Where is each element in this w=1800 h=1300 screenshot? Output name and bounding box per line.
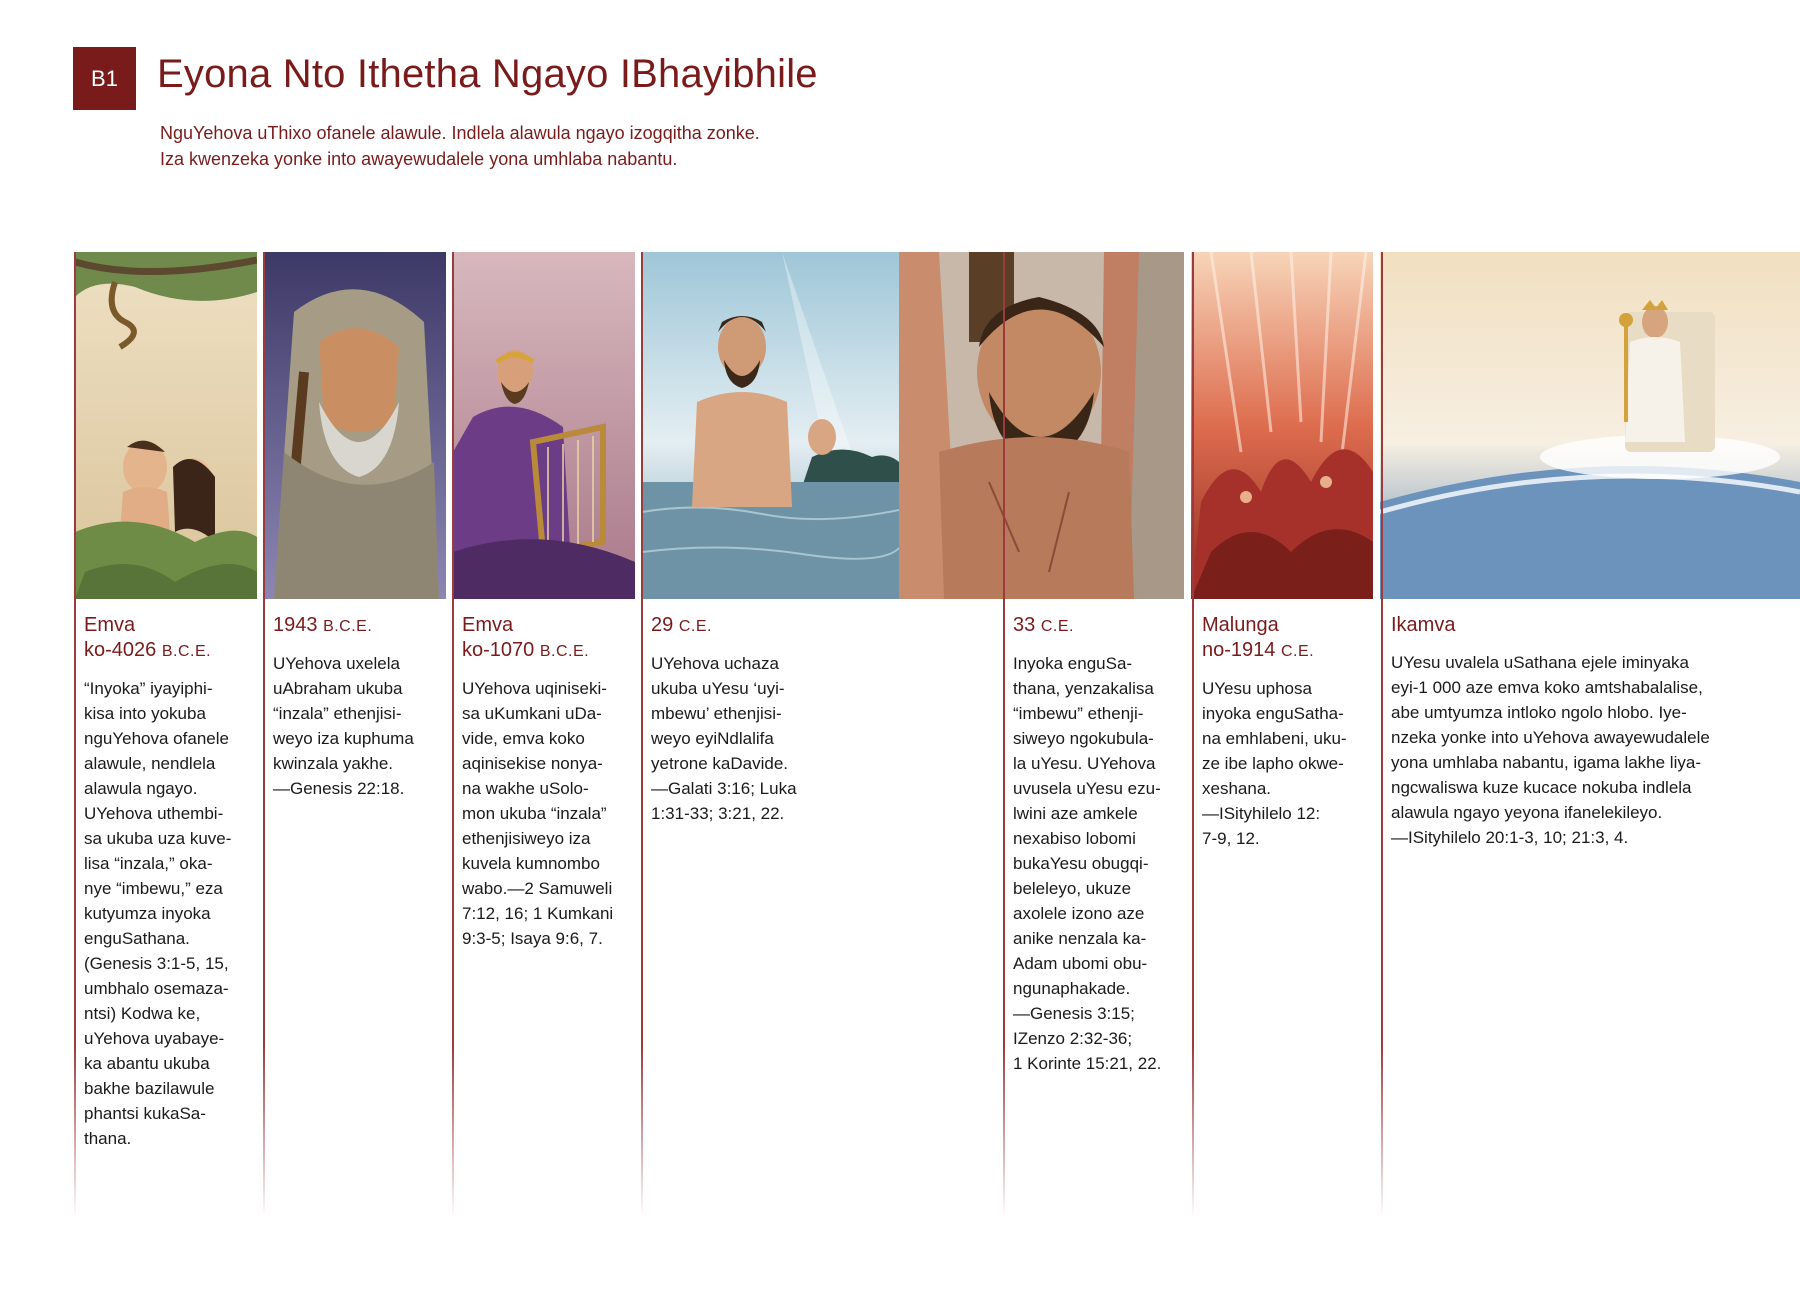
date-line: Emva bbox=[462, 614, 514, 636]
timeline-entry-4026-bce bbox=[74, 599, 254, 1219]
text-line: “inzala” ethenjisi- bbox=[273, 704, 402, 723]
text-line: xeshana. bbox=[1202, 779, 1271, 798]
text-line: uvusela uYesu ezu- bbox=[1013, 779, 1161, 798]
text-line: eyi-1 000 aze emva koko amtshabalalise, bbox=[1391, 678, 1703, 697]
timeline-date bbox=[641, 599, 891, 639]
text-line: umbhalo osemaza- bbox=[84, 979, 229, 998]
abraham-illustration bbox=[264, 252, 446, 599]
text-line: ze ibe lapho okwe- bbox=[1202, 754, 1344, 773]
timeline-rule bbox=[1192, 252, 1194, 1219]
text-line: mbewu’ ethenjisi- bbox=[651, 704, 782, 723]
text-line: —ISityhilelo 12: bbox=[1202, 804, 1321, 823]
text-line: alawule, nendlela bbox=[84, 754, 216, 773]
timeline-entry-33-ce bbox=[1003, 599, 1183, 1219]
text-line: UYehova uxelela bbox=[273, 654, 400, 673]
text-line: UYehova uqiniseki- bbox=[462, 679, 607, 698]
date-line: Ikamva bbox=[1391, 614, 1456, 636]
timeline-text bbox=[452, 664, 632, 951]
text-line: sa uKumkani uDa- bbox=[462, 704, 602, 723]
text-line: enguSathana. bbox=[84, 929, 190, 948]
king-david-harp-illustration bbox=[453, 252, 635, 599]
text-line: IZenzo 2:32-36; bbox=[1013, 1029, 1133, 1048]
text-line: 1 Korinte 15:21, 22. bbox=[1013, 1054, 1162, 1073]
timeline-rule bbox=[452, 252, 454, 1219]
text-line: UYesu uphosa bbox=[1202, 679, 1312, 698]
text-line: alawula ngayo yeyona ifanelekileyo. bbox=[1391, 803, 1663, 822]
timeline-rule bbox=[1003, 252, 1005, 1219]
text-line: weyo eyiNdlalifa bbox=[651, 729, 774, 748]
text-line: ngcwaliswa kuze kucace nokuba indlela bbox=[1391, 778, 1692, 797]
text-line: yetrone kaDavide. bbox=[651, 754, 789, 773]
text-line: —Genesis 3:15; bbox=[1013, 1004, 1135, 1023]
text-line: ka abantu ukuba bbox=[84, 1054, 210, 1073]
illustration-strip bbox=[0, 252, 1800, 599]
text-line: (Genesis 3:1-5, 15, bbox=[84, 954, 229, 973]
text-line: kisa into yokuba bbox=[84, 704, 206, 723]
text-line: kuvela kumnombo bbox=[462, 854, 600, 873]
timeline-entry-future bbox=[1381, 599, 1781, 1219]
era-label: C.E. bbox=[678, 618, 712, 635]
section-badge: B1 bbox=[73, 47, 136, 110]
timeline-date bbox=[263, 599, 443, 639]
timeline-date bbox=[74, 599, 254, 664]
text-line: nexabiso lobomi bbox=[1013, 829, 1136, 848]
timeline-date bbox=[1003, 599, 1183, 639]
text-line: uYehova uyabaye- bbox=[84, 1029, 225, 1048]
text-line: ukuba uYesu ‘uyi- bbox=[651, 679, 785, 698]
text-line: anike nenzala ka- bbox=[1013, 929, 1147, 948]
text-line: UYehova uchaza bbox=[651, 654, 779, 673]
timeline-text bbox=[1192, 664, 1372, 851]
timeline-date bbox=[1192, 599, 1372, 664]
timeline-text bbox=[74, 664, 254, 1151]
timeline-entry-1914-ce bbox=[1192, 599, 1372, 1219]
text-line: Adam ubomi obu- bbox=[1013, 954, 1148, 973]
text-line: UYesu uvalela uSathana ejele iminyaka bbox=[1391, 653, 1690, 672]
text-line: uAbraham ukuba bbox=[273, 679, 403, 698]
text-line: Inyoka enguSa- bbox=[1013, 654, 1133, 673]
subtitle-line: Iza kwenzeka yonke into awayewudalele yona umhlaba nabantu. bbox=[160, 149, 678, 169]
text-line: vide, emva koko bbox=[462, 729, 585, 748]
timeline-rule bbox=[263, 252, 265, 1219]
text-line: —Galati 3:16; Luka bbox=[651, 779, 797, 798]
text-line: UYehova uthembi- bbox=[84, 804, 224, 823]
text-line: na wakhe uSolo- bbox=[462, 779, 589, 798]
era-label: C.E. bbox=[1280, 643, 1315, 660]
era-label: B.C.E. bbox=[539, 643, 590, 660]
timeline-rule bbox=[1381, 252, 1383, 1219]
text-line: nguYehova ofanele bbox=[84, 729, 229, 748]
text-line: nye “imbewu,” eza bbox=[84, 879, 223, 898]
text-line: alawula ngayo. bbox=[84, 779, 198, 798]
text-line: lwini aze amkele bbox=[1013, 804, 1138, 823]
text-line: —ISityhilelo 20:1-3, 10; 21:3, 4. bbox=[1391, 828, 1629, 847]
text-line: thana. bbox=[84, 1129, 132, 1148]
page-title: Eyona Nto Ithetha Ngayo IBhayibhile bbox=[157, 52, 818, 96]
text-line: 7-9, 12. bbox=[1202, 829, 1260, 848]
text-line: wabo.—2 Samuweli bbox=[462, 879, 613, 898]
timeline-entry-1070-bce bbox=[452, 599, 632, 1219]
text-line: —Genesis 22:18. bbox=[273, 779, 405, 798]
satan-cast-down-illustration bbox=[1191, 252, 1373, 599]
text-line: abe umtyumza intloko ngolo hlobo. Iye- bbox=[1391, 703, 1687, 722]
date-line: 1943 bbox=[273, 614, 318, 636]
text-line: lisa “inzala,” oka- bbox=[84, 854, 213, 873]
text-line: sa ukuba uza kuve- bbox=[84, 829, 232, 848]
text-line: kwinzala yakhe. bbox=[273, 754, 394, 773]
text-line: “Inyoka” iyayiphi- bbox=[84, 679, 213, 698]
jesus-stake-illustration bbox=[899, 252, 1184, 599]
timeline-rule bbox=[641, 252, 643, 1219]
date-line: 29 bbox=[651, 614, 674, 636]
text-line: mon ukuba “inzala” bbox=[462, 804, 607, 823]
era-label: C.E. bbox=[1040, 618, 1074, 635]
text-line: ngunaphakade. bbox=[1013, 979, 1131, 998]
text-line: “imbewu” ethenji- bbox=[1013, 704, 1144, 723]
era-label: B.C.E. bbox=[323, 618, 373, 635]
text-line: 9:3-5; Isaya 9:6, 7. bbox=[462, 929, 603, 948]
text-line: kutyumza inyoka bbox=[84, 904, 211, 923]
text-line: bakhe bazilawule bbox=[84, 1079, 215, 1098]
text-line: thana, yenzakalisa bbox=[1013, 679, 1154, 698]
timeline-date bbox=[1381, 599, 1781, 638]
kingdom-throne-illustration bbox=[1380, 252, 1800, 599]
text-line: weyo iza kuphuma bbox=[273, 729, 414, 748]
text-line: bukaYesu obugqi- bbox=[1013, 854, 1149, 873]
timeline-rule bbox=[74, 252, 76, 1219]
page-subtitle bbox=[160, 120, 760, 172]
timeline-entry-1943-bce bbox=[263, 599, 443, 1219]
date-line: Malunga bbox=[1202, 614, 1279, 636]
text-line: ntsi) Kodwa ke, bbox=[84, 1004, 201, 1023]
date-line: no-1914 bbox=[1202, 639, 1276, 661]
text-line: 7:12, 16; 1 Kumkani bbox=[462, 904, 614, 923]
subtitle-line: NguYehova uThixo ofanele alawule. Indlela alawula ngayo izogqitha zonke. bbox=[160, 123, 760, 143]
garden-serpent-illustration bbox=[75, 252, 257, 599]
date-line: Emva bbox=[84, 614, 136, 636]
text-line: la uYesu. UYehova bbox=[1013, 754, 1156, 773]
era-label: B.C.E. bbox=[161, 643, 212, 660]
timeline-text bbox=[1381, 638, 1781, 850]
timeline-entry-29-ce bbox=[641, 599, 891, 1219]
text-line: nzeka yonke into uYehova awayewudalele bbox=[1391, 728, 1710, 747]
timeline-text bbox=[641, 639, 891, 826]
timeline-text bbox=[1003, 639, 1183, 1076]
date-line: ko-1070 bbox=[462, 639, 535, 661]
text-line: aqinisekise nonya- bbox=[462, 754, 603, 773]
text-line: axolele izono aze bbox=[1013, 904, 1145, 923]
timeline-text bbox=[263, 639, 443, 801]
date-line: 33 bbox=[1013, 614, 1036, 636]
jesus-baptism-illustration bbox=[642, 252, 899, 599]
text-line: na emhlabeni, uku- bbox=[1202, 729, 1347, 748]
text-line: inyoka enguSatha- bbox=[1202, 704, 1344, 723]
text-line: yona umhlaba nabantu, igama lakhe liya- bbox=[1391, 753, 1701, 772]
text-line: ethenjisiweyo iza bbox=[462, 829, 591, 848]
text-line: siweyo ngokubula- bbox=[1013, 729, 1154, 748]
text-line: 1:31-33; 3:21, 22. bbox=[651, 804, 785, 823]
text-line: beleleyo, ukuze bbox=[1013, 879, 1132, 898]
text-line: phantsi kukaSa- bbox=[84, 1104, 206, 1123]
date-line: ko-4026 bbox=[84, 639, 157, 661]
timeline-date bbox=[452, 599, 632, 664]
